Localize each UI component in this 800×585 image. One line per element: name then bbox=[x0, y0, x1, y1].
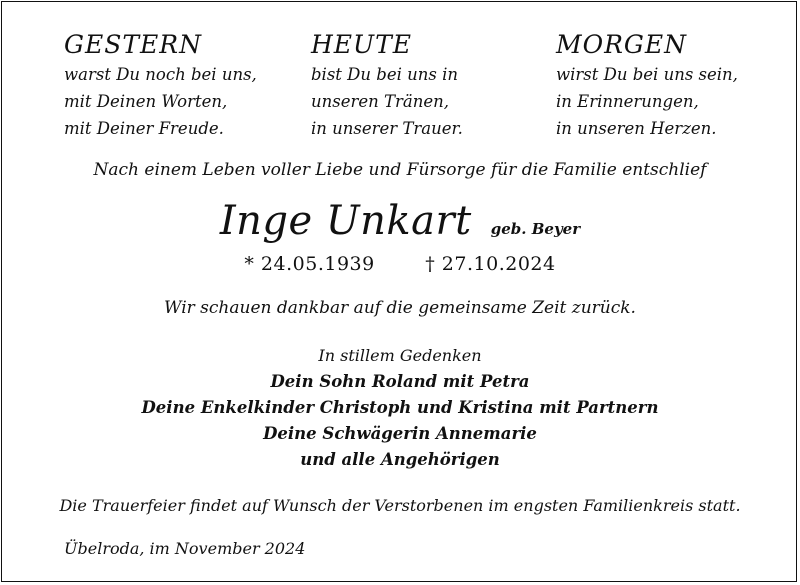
poem-line: wirst Du bei uns sein, bbox=[556, 65, 738, 84]
mourner-line: Deine Enkelkinder Christoph und Kristina mit Partnern bbox=[141, 398, 659, 417]
poem-line: mit Deiner Freude. bbox=[64, 119, 224, 138]
poem-line: mit Deinen Worten, bbox=[64, 92, 228, 111]
mourner-line: Dein Sohn Roland mit Petra bbox=[270, 372, 530, 391]
death-date: † 27.10.2024 bbox=[425, 253, 556, 275]
ceremony-notice: Die Trauerfeier findet auf Wunsch der Verstorbenen im engsten Familienkreis statt. bbox=[59, 496, 741, 515]
poem-line: in Erinnerungen, bbox=[556, 92, 699, 111]
poem-heading: HEUTE bbox=[311, 30, 413, 59]
mourners-list bbox=[0, 369, 800, 473]
deceased-name: Inge Unkart bbox=[219, 198, 472, 244]
poem-line: in unseren Herzen. bbox=[556, 119, 717, 138]
mourner-line: Deine Schwägerin Annemarie bbox=[263, 424, 537, 443]
gratitude-text: Wir schauen dankbar auf die gemeinsame Zeit zurück. bbox=[164, 298, 636, 318]
intro-text: Nach einem Leben voller Liebe und Fürsorge für die Familie entschlief bbox=[93, 160, 707, 180]
poem-line: unseren Tränen, bbox=[311, 92, 450, 111]
poem-column-today bbox=[311, 30, 463, 142]
deceased-name-row bbox=[0, 198, 800, 244]
life-dates bbox=[0, 253, 800, 275]
poem-heading: GESTERN bbox=[64, 30, 202, 59]
poem-line: warst Du noch bei uns, bbox=[64, 65, 257, 84]
mourner-line: und alle Angehörigen bbox=[300, 450, 500, 469]
poem-line: bist Du bei uns in bbox=[311, 65, 459, 84]
poem-heading: MORGEN bbox=[556, 30, 688, 59]
birth-date: * 24.05.1939 bbox=[244, 253, 375, 275]
memory-intro: In stillem Gedenken bbox=[318, 346, 482, 365]
poem-column-yesterday bbox=[64, 30, 257, 142]
maiden-name: geb. Beyer bbox=[490, 220, 581, 238]
place-date: Übelroda, im November 2024 bbox=[64, 539, 306, 558]
poem-column-tomorrow bbox=[556, 30, 738, 142]
poem-line: in unserer Trauer. bbox=[311, 119, 463, 138]
